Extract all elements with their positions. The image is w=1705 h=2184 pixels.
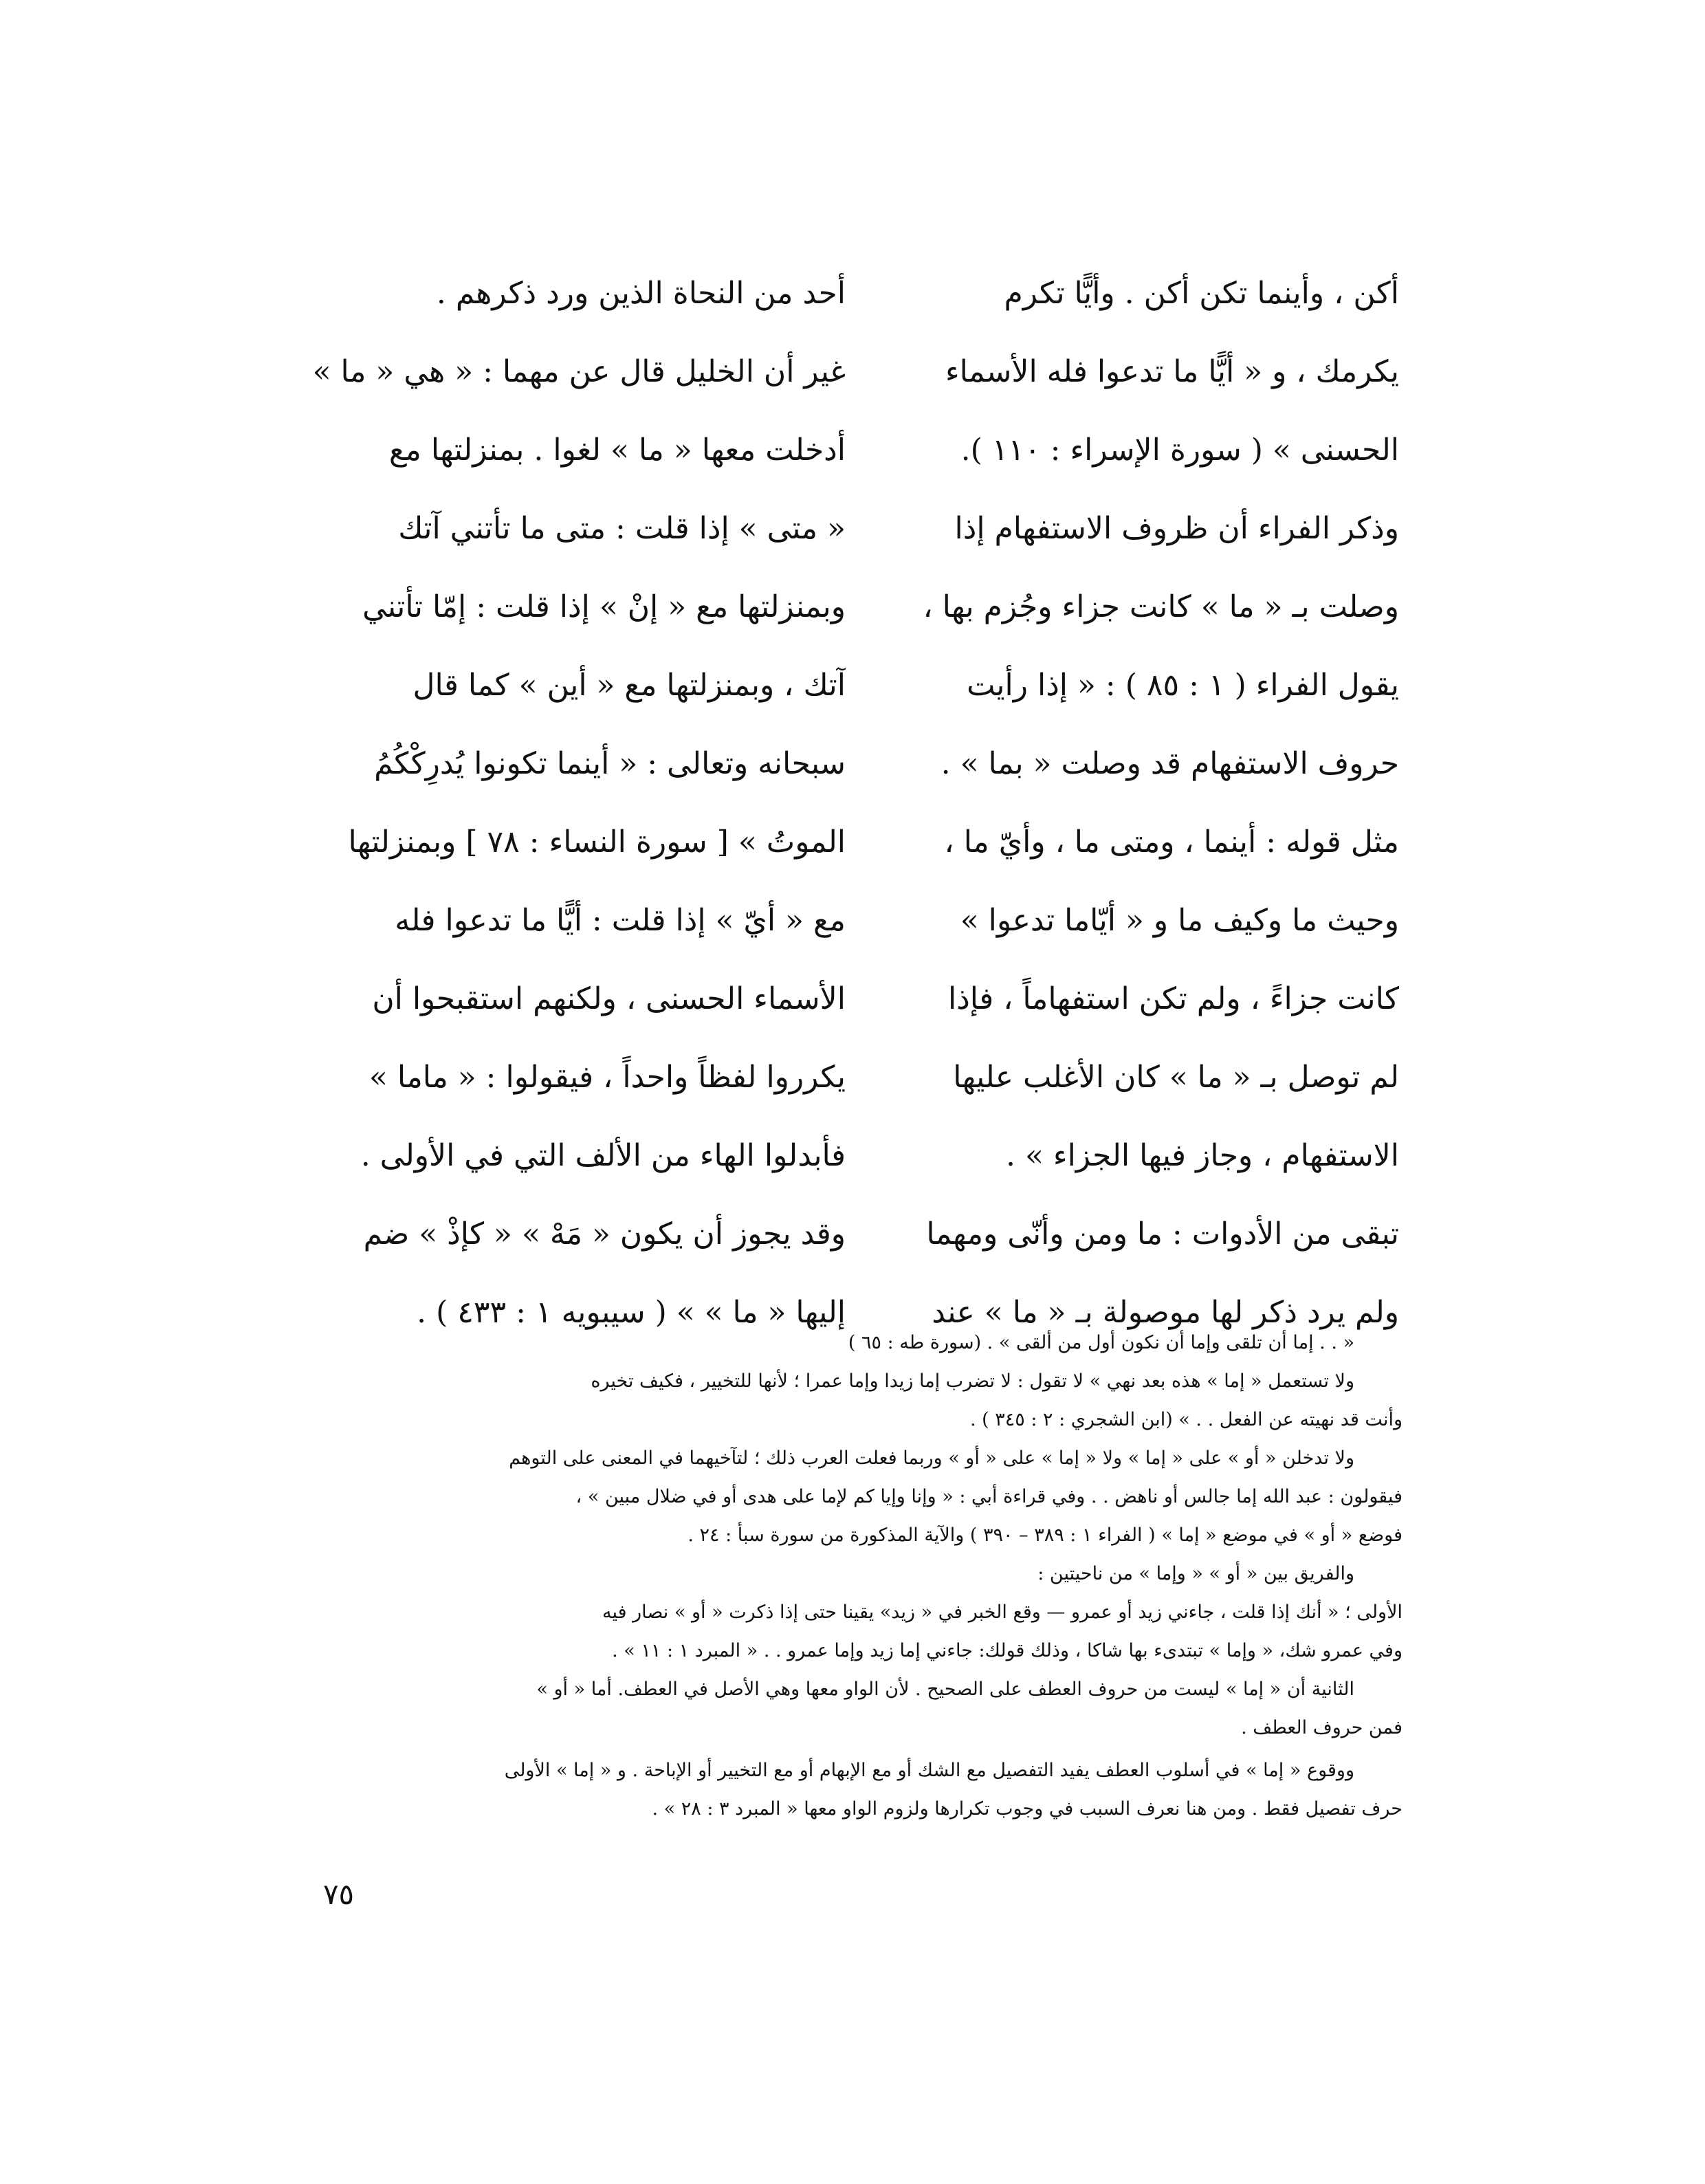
text-line: أحد من النحاة الذين ورد ذكرهم . <box>436 276 846 311</box>
text-line: يكرروا لفظاً واحداً ، فيقولوا : « ماما » <box>368 1060 846 1095</box>
text-line: يقول الفراء ( ١ : ٨٥ ) : « إذا رأيت <box>967 668 1399 703</box>
footnote-line: فيقولون : عبد الله إما جالس أو ناهض . . وفي قراءة أبي : « وإنا وإيا كم لإما على هدى أو في ضلال مبين » ، <box>575 1486 1402 1507</box>
text-line: سبحانه وتعالى : « أينما تكونوا يُدرِكْكُمُ <box>374 746 846 781</box>
footnote-line: والفريق بين « أو » « وإما » من ناحيتين : <box>1037 1563 1354 1584</box>
text-line: أدخلت معها « ما » لغوا . بمنزلتها مع <box>388 433 846 468</box>
text-line: مثل قوله : أينما ، ومتى ما ، وأيّ ما ، <box>944 825 1399 860</box>
footnote-line: ولا تستعمل « إما » هذه بعد نهي » لا تقول : لا تضرب إما زيدا وإما عمرا ؛ لأنها للتخيير ، فكيف تخيره <box>591 1371 1354 1392</box>
footnote-line: « . . إما أن تلقى وإما أن نكون أول من ألقى » . (سورة طه : ٦٥ ) <box>848 1332 1354 1353</box>
text-line: وحيث ما وكيف ما و « أيّاما تدعوا » <box>960 903 1399 938</box>
footnote-line: الأولى ؛ « أنك إذا قلت ، جاءني زيد أو عمرو — وقع الخبر في « زيد» يقينا حتى إذا ذكرت « أو » نصار فيه <box>602 1602 1402 1623</box>
text-line: « متى » إذا قلت : متى ما تأتني آتك <box>398 511 846 546</box>
text-line: وقد يجوز أن يكون « مَهْ » « كإذْ » ضم <box>363 1216 846 1252</box>
footnote-line: فوضع « أو » في موضع « إما » ( الفراء ١ : ٣٨٩ – ٣٩٠ ) والآية المذكورة من سورة سبأ : ٢٤ . <box>688 1525 1402 1546</box>
text-line: الأسماء الحسنى ، ولكنهم استقبحوا أن <box>372 981 846 1016</box>
text-line: حروف الاستفهام قد وصلت « بما » . <box>940 746 1399 781</box>
text-line: غير أن الخليل قال عن مهما : « هي « ما » <box>312 354 846 389</box>
text-line: إليها « ما » » ( سيبويه ١ : ٤٣٣ ) . <box>417 1295 846 1330</box>
text-line: يكرمك ، و « أيًّا ما تدعوا فله الأسماء <box>945 354 1399 389</box>
text-line: مع « أيّ » إذا قلت : أيًّا ما تدعوا فله <box>395 903 846 938</box>
footnote-line: فمن حروف العطف . <box>1241 1717 1402 1738</box>
footnote-line: ووقوع « إما » في أسلوب العطف يفيد التفصيل مع الشك أو مع الإبهام أو مع التخيير أو الإباحة . و « إما » الأولى <box>504 1760 1354 1781</box>
text-line: فأبدلوا الهاء من الألف التي في الأولى . <box>360 1138 846 1173</box>
footnote-line: ولا تدخلن « أو » على « إما » ولا « إما » على « أو » وربما فعلت العرب ذلك ؛ لتآخيهما في المعنى على التوهم <box>509 1448 1354 1469</box>
text-line: الحسنى » ( سورة الإسراء : ١١٠ ). <box>960 433 1399 468</box>
text-line: ولم يرد ذكر لها موصولة بـ « ما » عند <box>932 1295 1399 1330</box>
footnote-line: حرف تفصيل فقط . ومن هنا نعرف السبب في وجوب تكرارها ولزوم الواو معها « المبرد ٣ : ٢٨ » . <box>652 1798 1402 1820</box>
footnote-line: الثانية أن « إما » ليست من حروف العطف على الصحيح . لأن الواو معها وهي الأصل في العطف. أما « أو » <box>536 1679 1354 1700</box>
left-text-column <box>296 254 846 1352</box>
text-line: أكن ، وأينما تكن أكن . وأيًّا تكرم <box>1004 276 1399 311</box>
text-line: الموتُ » [ سورة النساء : ٧٨ ] وبمنزلتها <box>348 825 846 860</box>
footnotes <box>296 1324 1402 1828</box>
text-line: وصلت بـ « ما » كانت جزاء وجُزم بها ، <box>923 589 1399 624</box>
text-line: الاستفهام ، وجاز فيها الجزاء » . <box>1006 1138 1399 1173</box>
footnote-line: وفي عمرو شك، « وإما » تبتدىء بها شاكا ، وذلك قولك: جاءني إما زيد وإما عمرو . . « المبرد ١ : ١١ » . <box>612 1640 1402 1661</box>
text-line: كانت جزاءً ، ولم تكن استفهاماً ، فإذا <box>947 981 1399 1016</box>
text-line: وذكر الفراء أن ظروف الاستفهام إذا <box>954 511 1399 546</box>
footnote-line: وأنت قد نهيته عن الفعل . . » (ابن الشجري : ٢ : ٣٤٥ ) . <box>969 1409 1402 1430</box>
right-text-column <box>849 254 1399 1352</box>
text-line: وبمنزلتها مع « إنْ » إذا قلت : إمّا تأتني <box>362 589 846 624</box>
text-line: تبقى من الأدوات : ما ومن وأنّى ومهما <box>926 1216 1399 1252</box>
page-number: ٧٥ <box>323 1877 355 1911</box>
text-line: لم توصل بـ « ما » كان الأغلب عليها <box>953 1060 1399 1095</box>
text-line: آتك ، وبمنزلتها مع « أين » كما قال <box>412 668 846 703</box>
